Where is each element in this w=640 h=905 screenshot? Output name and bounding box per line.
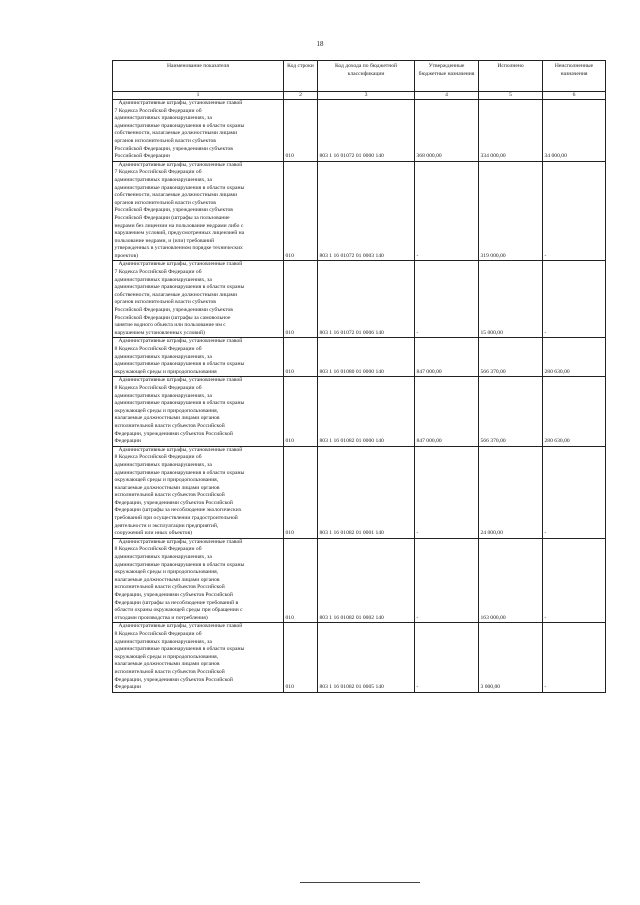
- column-number-row: [113, 92, 606, 100]
- approved-cell: -: [415, 161, 479, 261]
- table-row: [113, 446, 606, 538]
- indicator-name-line: окружающей среды и природопользования,: [114, 569, 219, 576]
- indicator-name-line: Административные штрафы, установленные главой: [118, 446, 243, 453]
- indicator-name-line: деятельности и эксплуатации предприятий,: [114, 522, 219, 529]
- indicator-name-line: налагаемые должностными лицами органов: [114, 415, 220, 422]
- indicator-name-line: исполнительной власти субъектов Российской: [114, 492, 225, 499]
- line-code-cell: 010: [284, 538, 318, 623]
- indicator-name-line: требований при осуществлении градостроительной: [114, 515, 238, 522]
- indicator-name-line: Административные штрафы, установленные главой: [118, 338, 243, 345]
- indicator-name-line: собственности, налагаемые должностными лицами: [114, 291, 238, 298]
- indicator-name-line: налагаемые должностными лицами органов: [114, 484, 220, 491]
- table-row: [113, 338, 606, 377]
- indicator-name-line: Российской Федерации, учреждениями субъектов: [114, 207, 233, 214]
- header-executed: Исполнено: [479, 61, 543, 92]
- indicator-name-line: административных правонарушениях, за: [114, 392, 212, 399]
- approved-cell: -: [415, 538, 479, 623]
- executed-cell: 3 000,00: [479, 623, 543, 692]
- column-number: 5: [479, 92, 543, 100]
- header-revenue-code: Код дохода по бюджетной классификации: [318, 61, 415, 92]
- indicator-name-line: административные правонарушения в области охраны: [114, 284, 245, 291]
- unexecuted-cell: -: [543, 538, 606, 623]
- indicator-name-cell: [113, 161, 284, 261]
- executed-cell: 566 370,00: [479, 338, 543, 377]
- indicator-name-line: окружающей среды и природопользования,: [114, 477, 219, 484]
- indicator-name-line: административных правонарушениях, за: [114, 353, 212, 360]
- indicator-name-line: административные правонарушения в области охраны: [114, 646, 245, 653]
- indicator-name-cell: [113, 623, 284, 692]
- header-unexecuted: Неисполненные назначения: [543, 61, 606, 92]
- indicator-name-cell: [113, 377, 284, 446]
- indicator-name-line: Российской Федерации: [114, 153, 170, 160]
- indicator-name-line: 7 Кодекса Российской Федерации об: [114, 169, 202, 176]
- unexecuted-cell: -: [543, 161, 606, 261]
- column-number: 2: [284, 92, 318, 100]
- table-row: [113, 100, 606, 162]
- approved-cell: -: [415, 623, 479, 692]
- indicator-name-line: Федерации: [114, 438, 141, 445]
- indicator-name-line: Федерации, учреждениями субъектов Российской: [114, 499, 233, 506]
- footer-rule: [300, 882, 420, 883]
- indicator-name-cell: [113, 100, 284, 162]
- indicator-name-line: административных правонарушениях, за: [114, 276, 212, 283]
- revenue-code-cell: 803 1 16 01082 01 0002 140: [318, 538, 415, 623]
- indicator-name-line: Административные штрафы, установленные главой: [118, 538, 243, 545]
- indicator-name-cell: [113, 261, 284, 338]
- revenue-code-cell: 803 1 16 01072 01 0003 140: [318, 161, 415, 261]
- line-code-cell: 010: [284, 623, 318, 692]
- indicator-name-cell: [113, 446, 284, 538]
- indicator-name-line: органов исполнительной власти субъектов: [114, 299, 216, 306]
- approved-cell: -: [415, 261, 479, 338]
- indicator-name-line: административные правонарушения в области охраны: [114, 361, 245, 368]
- header-line-code: Код строки: [284, 61, 318, 92]
- approved-cell: -: [415, 446, 479, 538]
- indicator-name-line: административных правонарушениях, за: [114, 554, 212, 561]
- revenue-code-cell: 803 1 16 01072 01 0006 140: [318, 261, 415, 338]
- indicator-name-line: 8 Кодекса Российской Федерации об: [114, 384, 202, 391]
- indicator-name-line: 8 Кодекса Российской Федерации об: [114, 546, 202, 553]
- indicator-name-line: области охраны окружающей среды при обращении с: [114, 607, 243, 614]
- revenue-code-cell: 803 1 16 01082 01 0005 140: [318, 623, 415, 692]
- indicator-name-line: административные правонарушения в области охраны: [114, 184, 245, 191]
- revenue-table: [112, 60, 606, 693]
- indicator-name-line: Административные штрафы, установленные главой: [118, 100, 243, 106]
- indicator-name-line: Административные штрафы, установленные главой: [118, 161, 243, 168]
- line-code-cell: 010: [284, 100, 318, 162]
- line-code-cell: 010: [284, 338, 318, 377]
- approved-cell: 368 000,00: [415, 100, 479, 162]
- revenue-code-cell: 803 1 16 01082 01 0000 140: [318, 377, 415, 446]
- indicator-name-line: 8 Кодекса Российской Федерации об: [114, 346, 202, 352]
- indicator-name-line: Российской Федерации (штрафы за самовольное: [114, 314, 231, 321]
- indicator-name-line: утвержденных в установленном порядке технических: [114, 245, 243, 252]
- column-number: 3: [318, 92, 415, 100]
- page-number: 18: [316, 40, 324, 48]
- indicator-name-line: налагаемые должностными лицами органов: [114, 661, 220, 668]
- unexecuted-cell: -: [543, 623, 606, 692]
- indicator-name-line: 8 Кодекса Российской Федерации об: [114, 630, 202, 637]
- executed-cell: 24 000,00: [479, 446, 543, 538]
- indicator-name-line: Российской Федерации, учреждениями субъектов: [114, 307, 233, 314]
- indicator-name-line: Административные штрафы, установленные главой: [118, 377, 243, 384]
- indicator-name-line: административных правонарушениях, за: [114, 176, 212, 183]
- indicator-name-line: 8 Кодекса Российской Федерации об: [114, 454, 202, 461]
- indicator-name-line: административных правонарушениях, за: [114, 638, 212, 645]
- indicator-name-line: Федерации, учреждениями субъектов Российской: [114, 430, 233, 437]
- table-header-row: [113, 61, 606, 92]
- table-row: [113, 377, 606, 446]
- indicator-name-line: административные правонарушения в области охраны: [114, 469, 245, 476]
- indicator-name-line: органов исполнительной власти субъектов: [114, 199, 216, 206]
- indicator-name-line: 7 Кодекса Российской Федерации об: [114, 269, 202, 276]
- executed-cell: 163 000,00: [479, 538, 543, 623]
- revenue-code-cell: 803 1 16 01080 01 0000 140: [318, 338, 415, 377]
- indicator-name-line: органов исполнительной власти субъектов: [114, 137, 216, 144]
- indicator-name-line: собственности, налагаемые должностными лицами: [114, 130, 238, 137]
- approved-cell: 847 000,00: [415, 377, 479, 446]
- indicator-name-line: исполнительной власти субъектов Российской: [114, 584, 225, 591]
- indicator-name-line: административные правонарушения в области охраны: [114, 122, 245, 129]
- indicator-name-line: административные правонарушения в области охраны: [114, 400, 245, 407]
- revenue-code-cell: 803 1 16 01082 01 0001 140: [318, 446, 415, 538]
- line-code-cell: 010: [284, 446, 318, 538]
- indicator-name-line: сооружений или иных объектов): [114, 530, 192, 537]
- indicator-name-line: собственности, налагаемые должностными лицами: [114, 192, 238, 199]
- indicator-name-cell: [113, 338, 284, 377]
- table-row: [113, 161, 606, 261]
- indicator-name-line: окружающей среды и природопользования,: [114, 653, 219, 660]
- indicator-name-cell: [113, 538, 284, 623]
- table-row: [113, 538, 606, 623]
- indicator-name-line: недрами без лицензии на пользование недрами либо с: [114, 222, 244, 229]
- header-approved: Утвержденные бюджетные назначения: [415, 61, 479, 92]
- executed-cell: 319 000,00: [479, 161, 543, 261]
- approved-cell: 847 000,00: [415, 338, 479, 377]
- indicator-name-line: 7 Кодекса Российской Федерации об: [114, 107, 202, 114]
- executed-cell: 566 370,00: [479, 377, 543, 446]
- table-row: [113, 261, 606, 338]
- indicator-name-line: административных правонарушениях, за: [114, 461, 212, 468]
- indicator-name-line: Административные штрафы, установленные главой: [118, 623, 243, 630]
- indicator-name-line: Российской Федерации, учреждениями субъектов: [114, 145, 233, 152]
- indicator-name-line: исполнительной власти субъектов Российской: [114, 422, 225, 429]
- indicator-name-line: проектов): [114, 252, 138, 259]
- unexecuted-cell: 34 000,00: [543, 100, 606, 162]
- unexecuted-cell: -: [543, 446, 606, 538]
- header-indicator-name: Наименование показателя: [113, 61, 284, 92]
- executed-cell: 15 000,00: [479, 261, 543, 338]
- line-code-cell: 010: [284, 377, 318, 446]
- indicator-name-line: Федерации: [114, 684, 141, 691]
- revenue-code-cell: 803 1 16 01072 01 0000 140: [318, 100, 415, 162]
- column-number: 4: [415, 92, 479, 100]
- table-row: [113, 623, 606, 692]
- indicator-name-line: нарушением установленных условий): [114, 329, 205, 336]
- indicator-name-line: административные правонарушения в области охраны: [114, 561, 245, 568]
- column-number: 1: [113, 92, 284, 100]
- indicator-name-line: исполнительной власти субъектов Российской: [114, 668, 225, 675]
- indicator-name-line: Федерации (штрафы за несоблюдение экологических: [114, 507, 242, 514]
- indicator-name-line: отходами производства и потребления): [114, 614, 208, 621]
- indicator-name-line: окружающей среды и природопользования: [114, 368, 217, 375]
- indicator-name-line: окружающей среды и природопользования,: [114, 407, 219, 414]
- indicator-name-line: Федерации, учреждениями субъектов Российской: [114, 592, 233, 598]
- indicator-name-line: Федерации (штрафы за несоблюдение требований в: [114, 599, 239, 606]
- column-number: 6: [543, 92, 606, 100]
- unexecuted-cell: -: [543, 261, 606, 338]
- indicator-name-line: Административные штрафы, установленные главой: [118, 261, 243, 268]
- indicator-name-line: нарушением условий, предусмотренных лицензией на: [114, 230, 245, 237]
- executed-cell: 334 000,00: [479, 100, 543, 162]
- indicator-name-line: налагаемые должностными лицами органов: [114, 576, 220, 583]
- unexecuted-cell: 280 630,00: [543, 377, 606, 446]
- indicator-name-line: административных правонарушениях, за: [114, 115, 212, 122]
- indicator-name-line: Федерации, учреждениями субъектов Российской: [114, 676, 233, 683]
- indicator-name-line: Российской Федерации (штрафы за пользование: [114, 214, 230, 221]
- indicator-name-line: занятие водного объекта или пользование им с: [114, 322, 226, 329]
- line-code-cell: 010: [284, 161, 318, 261]
- indicator-name-line: пользование недрами, и (или) требований: [114, 237, 215, 244]
- line-code-cell: 010: [284, 261, 318, 338]
- unexecuted-cell: 280 630,00: [543, 338, 606, 377]
